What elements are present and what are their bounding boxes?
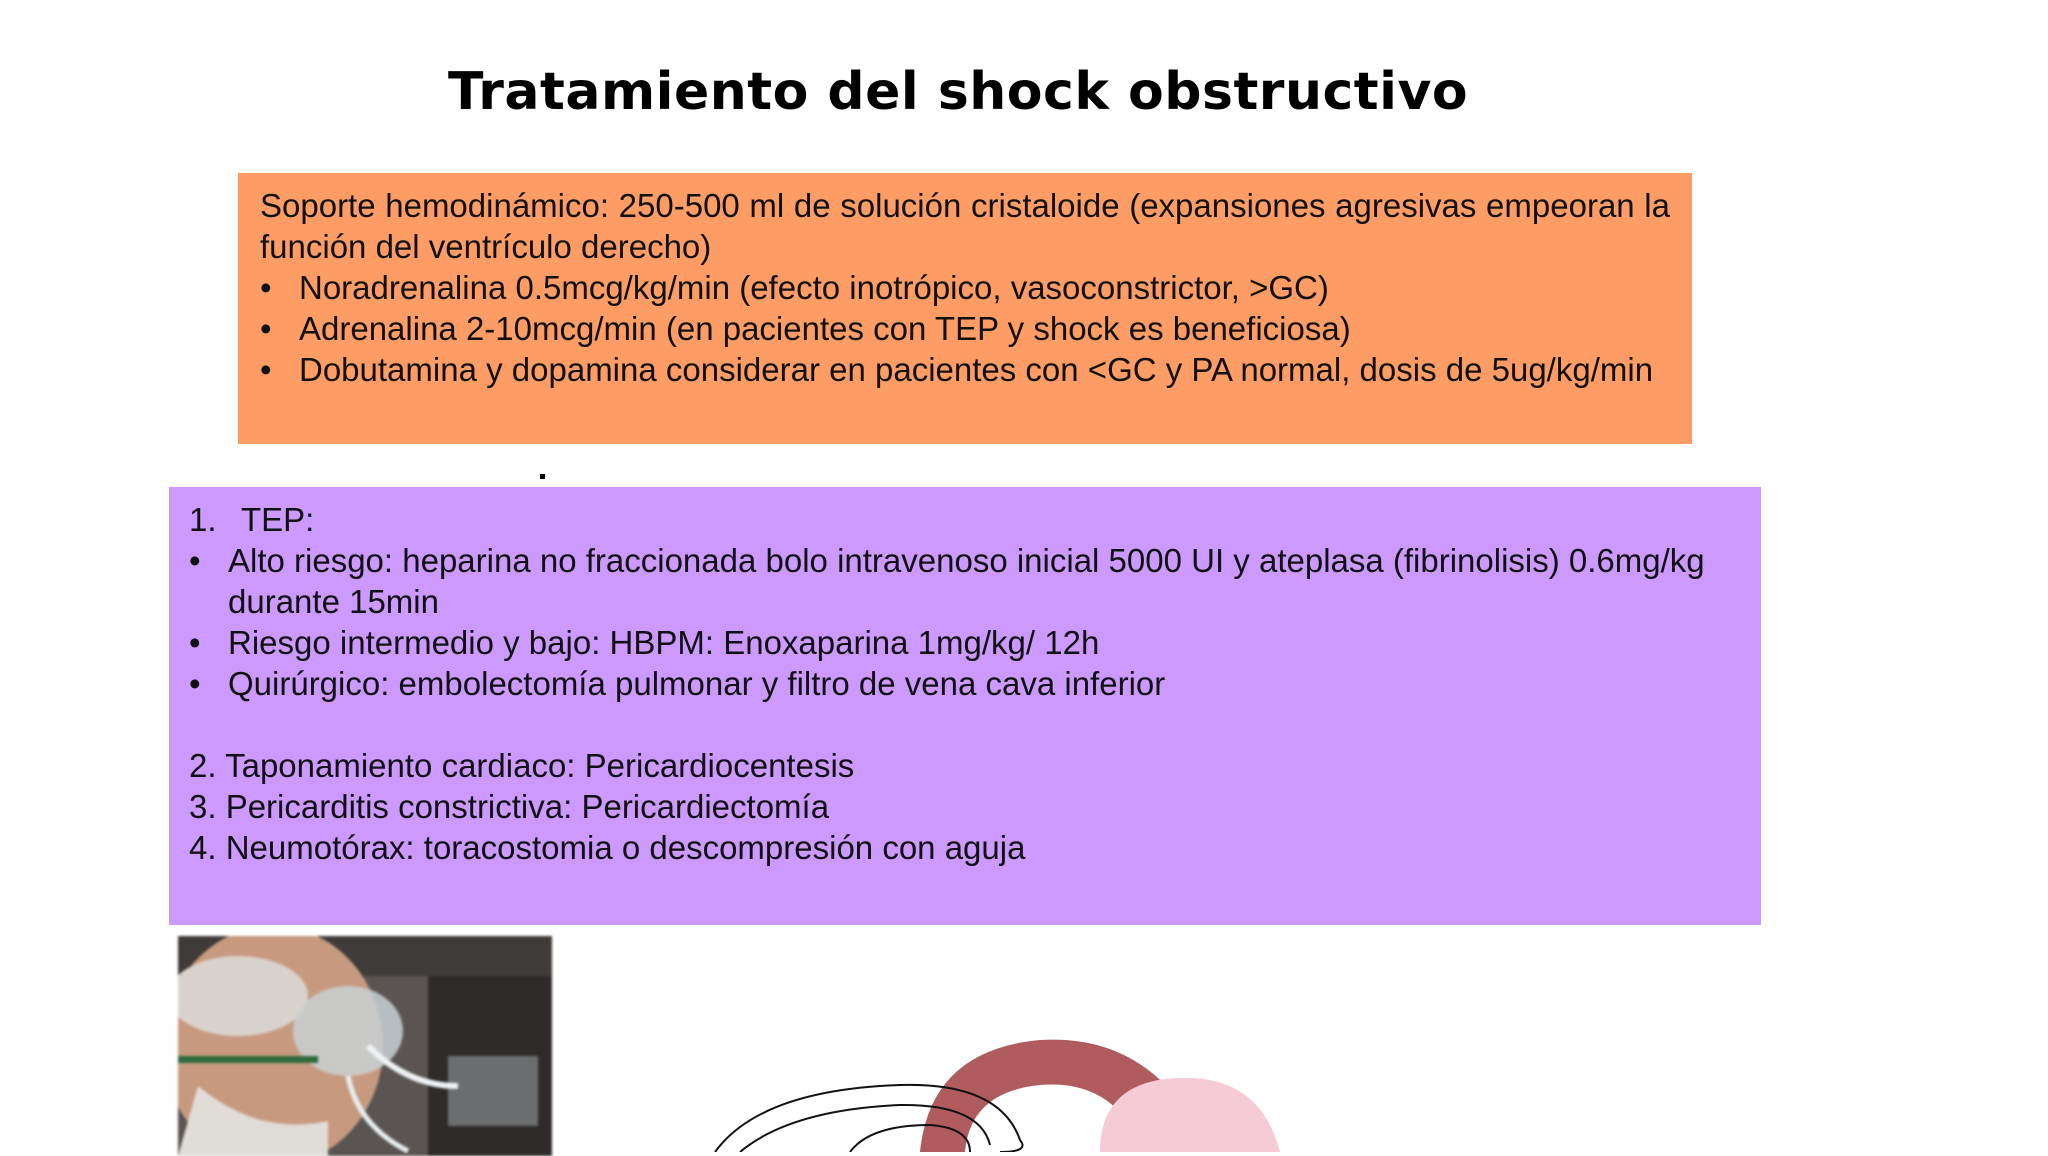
tep-number: 1. <box>189 501 217 538</box>
tep-item-text: Quirúrgico: embolectomía pulmonar y filtro de vena cava inferior <box>228 665 1166 702</box>
list-item <box>189 540 1741 622</box>
tep-label: TEP: <box>241 501 315 538</box>
tep-item-text: Alto riesgo: heparina no fraccionada bolo intravenoso inicial 5000 UI y ateplasa (fibrinolisis) 0.6mg/kg durante 15min <box>228 542 1705 620</box>
spacer <box>189 704 1741 745</box>
tep-heading <box>189 499 1741 540</box>
list-item <box>189 663 1741 704</box>
list-item <box>260 267 1670 308</box>
cause-treatments-box <box>169 487 1761 925</box>
support-item-text: Adrenalina 2-10mcg/min (en pacientes con TEP y shock es beneficiosa) <box>299 310 1351 347</box>
tep-list <box>189 540 1741 704</box>
support-intro: Soporte hemodinámico: 250-500 ml de solución cristaloide (expansiones agresivas empeoran la función del ventrículo derecho) <box>260 187 1670 265</box>
decorative-shapes <box>700 1030 1350 1152</box>
stray-dot <box>540 474 545 479</box>
list-item: 3. Pericarditis constrictiva: Pericardiectomía <box>189 788 830 825</box>
list-item: 2. Taponamiento cardiaco: Pericardiocentesis <box>189 747 855 784</box>
list-item <box>260 308 1670 349</box>
hemodynamic-support-box <box>238 173 1692 444</box>
tep-item-text: Riesgo intermedio y bajo: HBPM: Enoxaparina 1mg/kg/ 12h <box>228 624 1100 661</box>
bullet-icon: • <box>260 351 272 388</box>
support-item-text: Noradrenalina 0.5mcg/kg/min (efecto inotrópico, vasoconstrictor, >GC) <box>299 269 1329 306</box>
bullet-icon: • <box>260 269 272 306</box>
bullet-icon: • <box>260 310 272 347</box>
bullet-icon: • <box>189 665 201 702</box>
bullet-icon: • <box>189 624 201 661</box>
list-item <box>189 622 1741 663</box>
list-item: 4. Neumotórax: toracostomia o descompresión con aguja <box>189 829 1026 866</box>
support-item-text: Dobutamina y dopamina considerar en pacientes con <GC y PA normal, dosis de 5ug/kg/min <box>299 351 1654 388</box>
page-title: Tratamiento del shock obstructivo <box>448 62 1469 122</box>
list-item <box>260 349 1670 390</box>
bullet-icon: • <box>189 542 201 579</box>
other-causes-list <box>189 745 1741 868</box>
support-list <box>260 267 1670 390</box>
oxygen-mask-patient-photo <box>178 936 552 1156</box>
